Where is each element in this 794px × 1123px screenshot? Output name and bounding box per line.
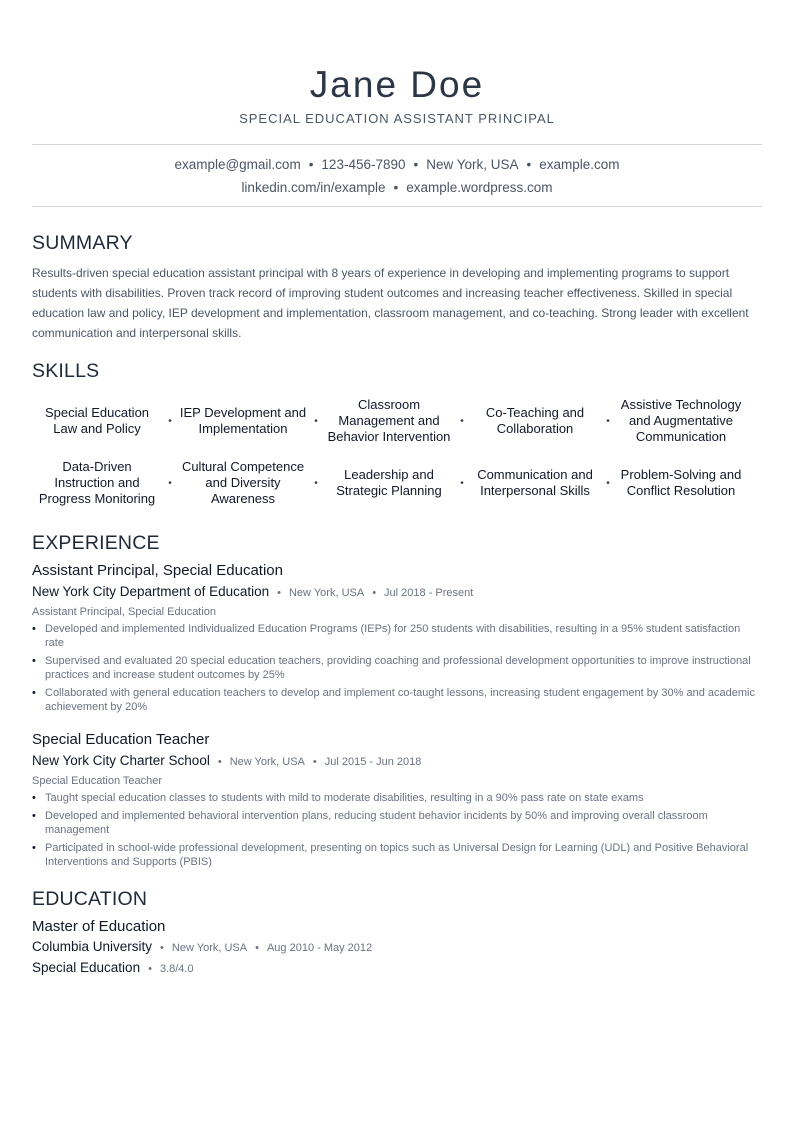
- summary-text: Results-driven special education assistant principal with 8 years of experience in developing and implementing programs to support students with disabilities. Proven track record of improving student outcomes and increasing teacher effectiveness. Skilled in special education law and policy, IEP development and implementation, classroom management, and co-teaching. Strong leader with excellent communication and interpersonal skills.: [32, 266, 749, 340]
- job-bullet: • Supervised and evaluated 20 special education teachers, providing coaching and professional development opportunities to improve instructional practices and increase student outcomes by 25%: [32, 654, 762, 682]
- job-entry: [32, 730, 762, 869]
- skill-separator: •: [168, 477, 172, 489]
- candidate-name: Jane Doe: [309, 64, 485, 105]
- meta-separator: •: [277, 587, 281, 599]
- education-school-line: [32, 937, 762, 958]
- contact-location: New York, USA: [426, 157, 519, 172]
- meta-separator: •: [372, 587, 377, 599]
- contact-separator: •: [526, 157, 532, 172]
- contact-separator: •: [393, 180, 399, 195]
- contact-email[interactable]: example@gmail.com: [174, 157, 301, 172]
- education-school: Columbia University: [32, 939, 153, 954]
- contact-linkedin[interactable]: linkedin.com/in/example: [241, 180, 386, 195]
- contact-separator: •: [308, 157, 314, 172]
- summary-heading: SUMMARY: [32, 232, 133, 254]
- skill-item: Special Education Law and Policy: [44, 405, 150, 436]
- experience-heading: EXPERIENCE: [32, 532, 160, 554]
- skills-row: [32, 455, 762, 511]
- skill-item: IEP Development and Implementation: [179, 405, 307, 436]
- job-bullet: • Collaborated with general education teachers to develop and implement co-taught lessons, increasing student engagement by 30% and academic achievement by 20%: [32, 686, 762, 714]
- contact-separator: •: [413, 157, 419, 172]
- skill-item: Co-Teaching and Collaboration: [485, 405, 585, 436]
- skill-separator: •: [460, 415, 464, 427]
- job-bullet: • Participated in school-wide professional development, presenting on topics such as Universal Design for Learning (UDL) and Positive Behavioral Interventions and Supports (PBIS): [32, 841, 762, 869]
- education-degree: Master of Education: [32, 918, 166, 935]
- job-location: New York, USA: [229, 756, 305, 768]
- education-gpa: 3.8/4.0: [159, 963, 194, 975]
- job-title: Assistant Principal, Special Education: [32, 562, 283, 579]
- contact-info: [32, 145, 762, 206]
- contact-line-2: [32, 176, 762, 199]
- job-bullets: [32, 622, 762, 714]
- meta-separator: •: [312, 756, 317, 768]
- job-dates: Jul 2018 - Present: [384, 587, 474, 599]
- job-title: Special Education Teacher: [32, 731, 210, 748]
- job-bullet: • Developed and implemented Individualized Education Programs (IEPs) for 250 students with disabilities, resulting in a 95% student satisfaction rate: [32, 622, 762, 650]
- skill-separator: •: [314, 415, 318, 427]
- education-entry: [32, 917, 762, 979]
- job-bullet: • Taught special education classes to students with mild to moderate disabilities, resulting in a 90% pass rate on state exams: [32, 791, 762, 805]
- education-field-line: [32, 958, 762, 979]
- job-role: Special Education Teacher: [32, 775, 163, 787]
- resume-header: [32, 0, 762, 128]
- meta-separator: •: [217, 756, 222, 768]
- skill-item: Cultural Competence and Diversity Awareness: [181, 459, 305, 506]
- skill-item: Classroom Management and Behavior Intervention: [327, 397, 451, 444]
- education-dates: Aug 2010 - May 2012: [266, 942, 373, 954]
- skills-heading: SKILLS: [32, 360, 100, 382]
- job-entry: [32, 561, 762, 714]
- job-bullet: • Developed and implemented behavioral intervention plans, reducing student behavior incidents by 50% and improving overall classroom management: [32, 809, 762, 837]
- skill-item: Problem-Solving and Conflict Resolution: [620, 467, 742, 498]
- job-location: New York, USA: [288, 587, 365, 599]
- job-meta: [32, 582, 762, 603]
- contact-website[interactable]: example.com: [539, 157, 620, 172]
- header-divider-bottom: [32, 206, 762, 207]
- contact-phone[interactable]: 123-456-7890: [321, 157, 406, 172]
- skill-separator: •: [168, 415, 172, 427]
- job-company: New York City Charter School: [32, 753, 210, 768]
- contact-line-1: [32, 153, 762, 176]
- skill-item: Data-Driven Instruction and Progress Monitoring: [38, 459, 156, 506]
- skill-item: Assistive Technology and Augmentative Communication: [620, 397, 742, 444]
- meta-separator: •: [255, 942, 259, 954]
- candidate-headline: SPECIAL EDUCATION ASSISTANT PRINCIPAL: [239, 111, 555, 126]
- job-dates: Jul 2015 - Jun 2018: [324, 756, 422, 768]
- education-heading: EDUCATION: [32, 888, 148, 910]
- skill-item: Communication and Interpersonal Skills: [477, 467, 593, 498]
- skills-grid: [32, 389, 762, 511]
- job-bullets: [32, 791, 762, 869]
- meta-separator: •: [160, 942, 164, 954]
- skill-separator: •: [606, 477, 610, 489]
- education-location: New York, USA: [171, 942, 248, 954]
- meta-separator: •: [148, 963, 152, 975]
- job-company: New York City Department of Education: [32, 584, 270, 599]
- skill-separator: •: [460, 477, 464, 489]
- skills-row: [32, 389, 762, 453]
- education-field: Special Education: [32, 960, 141, 975]
- contact-blog[interactable]: example.wordpress.com: [406, 180, 553, 195]
- job-role: Assistant Principal, Special Education: [32, 606, 217, 618]
- skill-separator: •: [606, 415, 610, 427]
- job-meta: [32, 751, 762, 772]
- skill-item: Leadership and Strategic Planning: [336, 467, 442, 498]
- skill-separator: •: [314, 477, 318, 489]
